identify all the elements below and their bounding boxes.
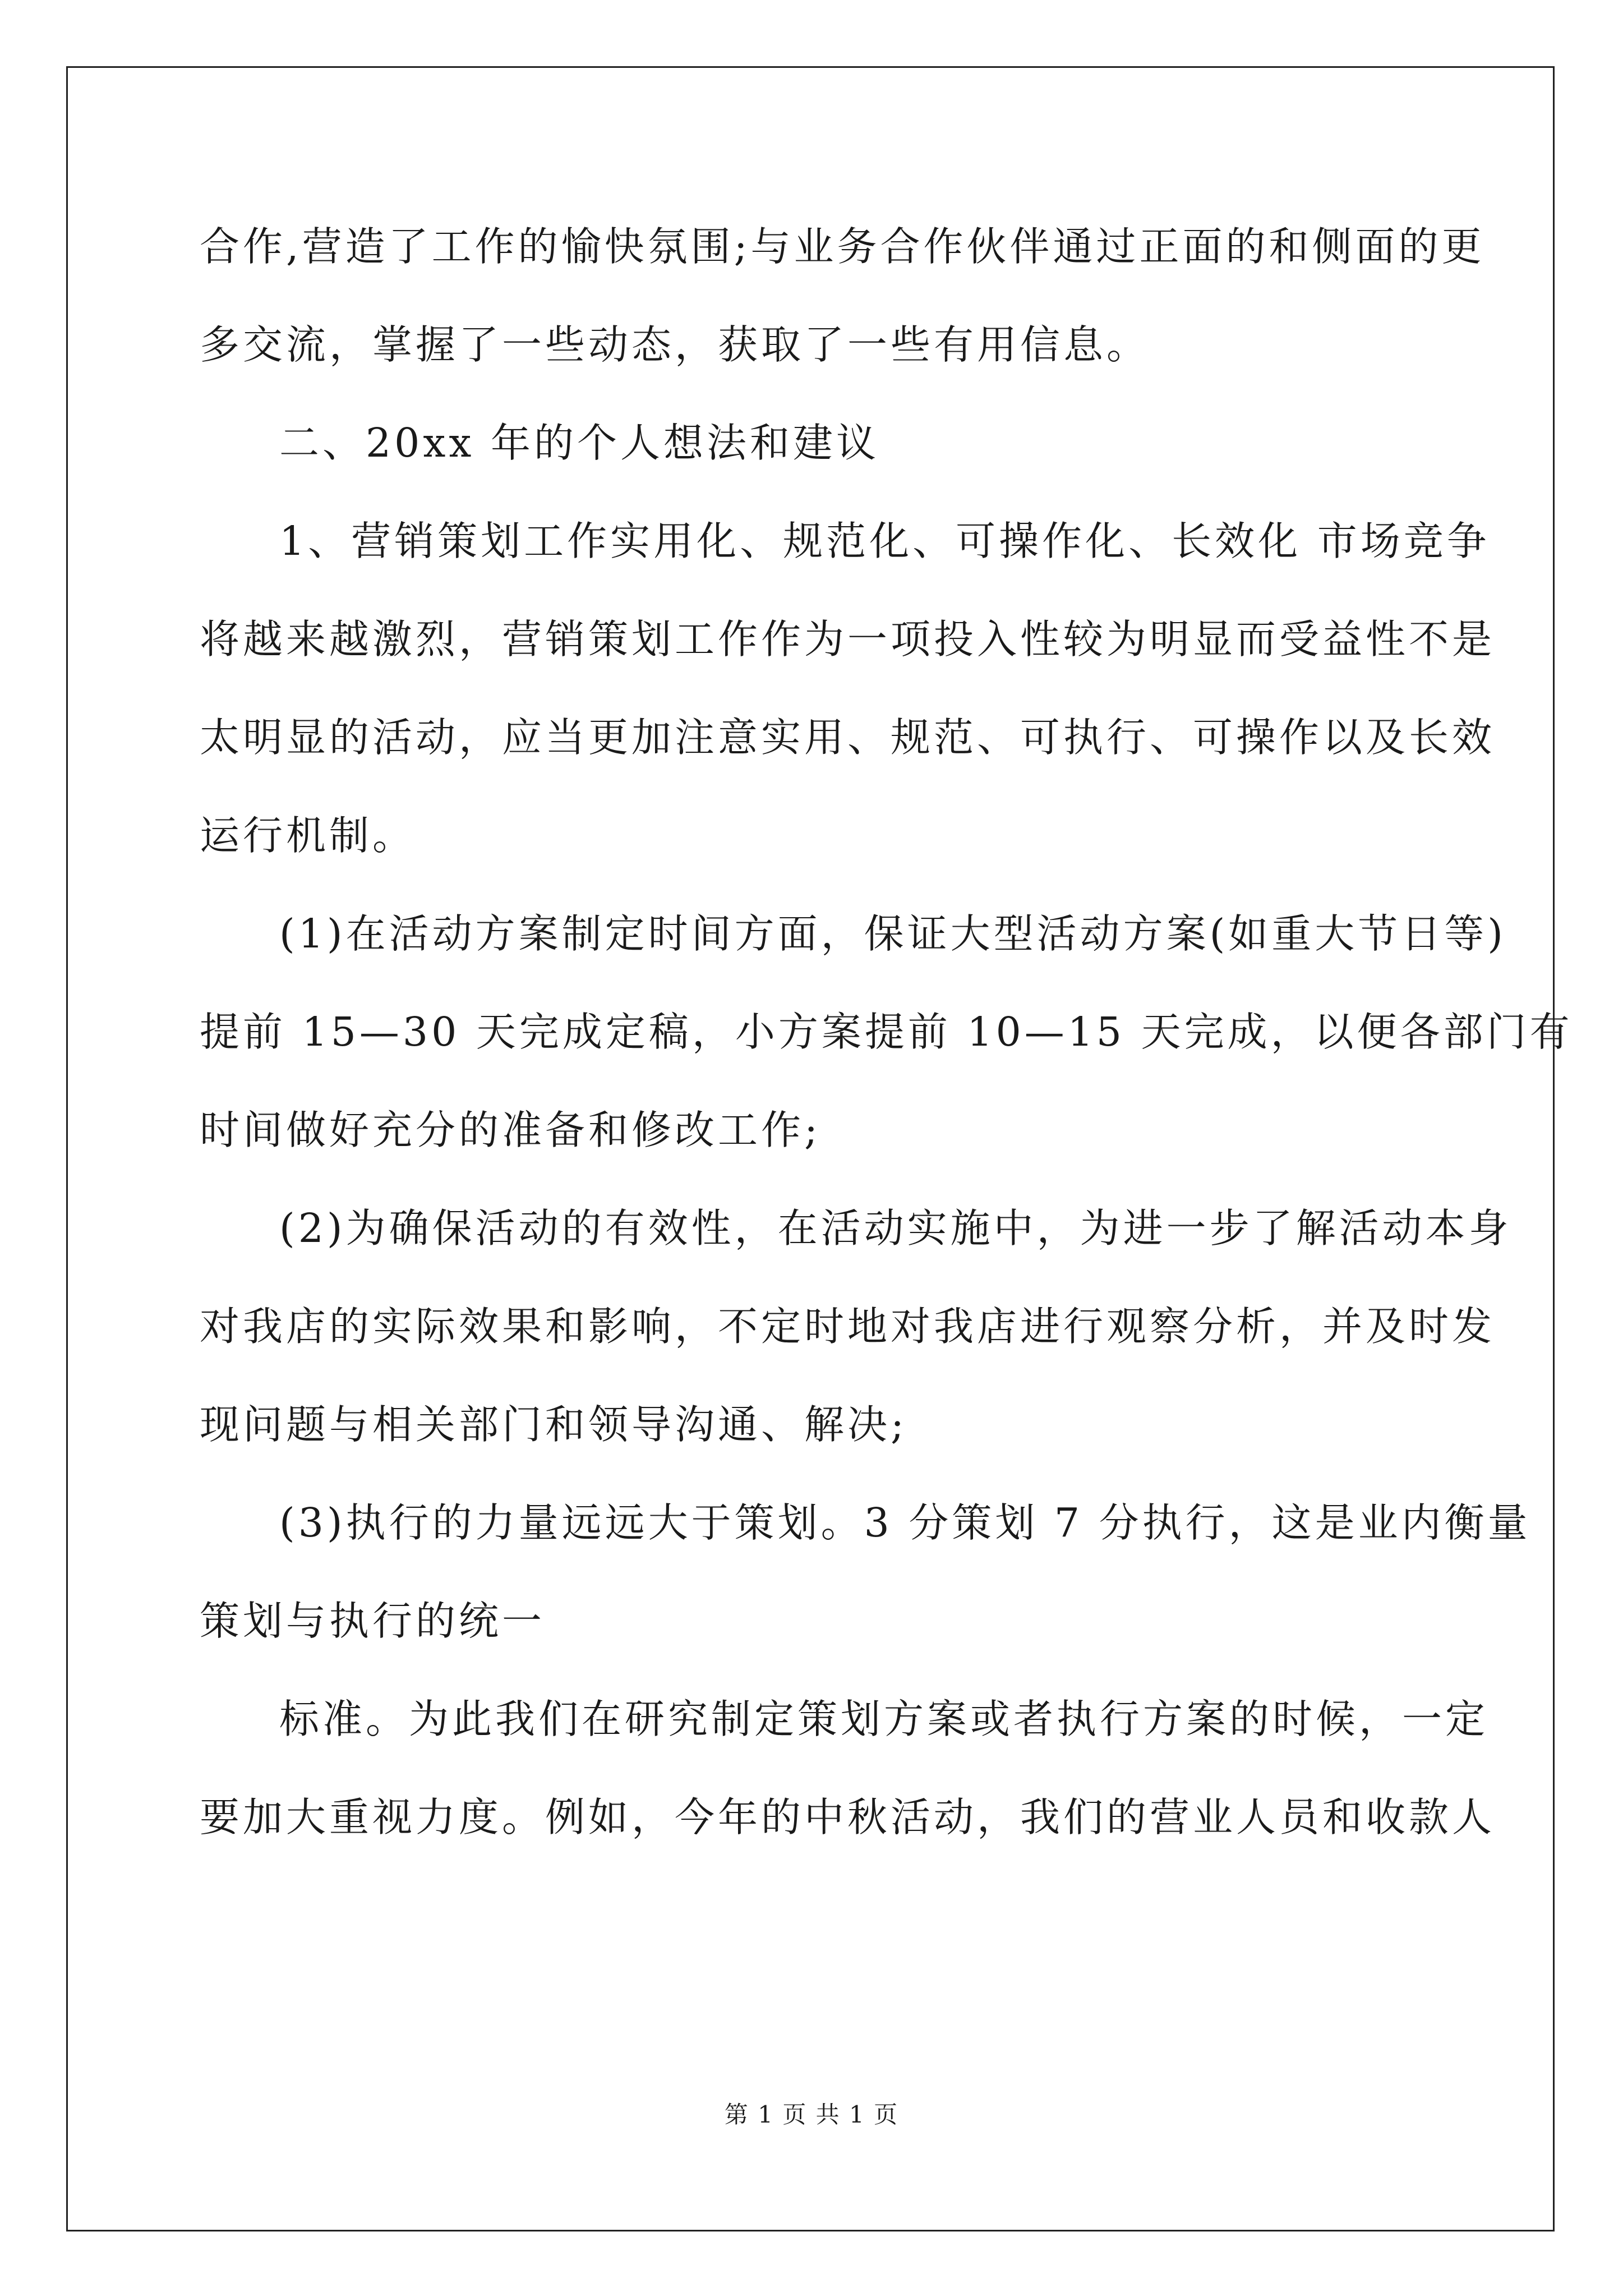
page-footer: 第 1 页 共 1 页 xyxy=(724,2101,899,2128)
text-line: 运行机制。 xyxy=(200,812,416,859)
text-line: 要加大重视力度。例如，今年的中秋活动，我们的营业人员和收款人 xyxy=(200,1794,1496,1841)
text-line: 太明显的活动，应当更加注意实用、规范、可执行、可操作以及长效 xyxy=(200,714,1496,761)
text-line: 将越来越激烈，营销策划工作作为一项投入性较为明显而受益性不是 xyxy=(200,616,1496,662)
section-heading: 二、20xx 年的个人想法和建议 xyxy=(279,420,879,466)
text-line: 标准。为此我们在研究制定策划方案或者执行方案的时候，一定 xyxy=(279,1696,1489,1742)
text-line: 多交流，掌握了一些动态，获取了一些有用信息。 xyxy=(200,321,1150,368)
text-line: 策划与执行的统一 xyxy=(200,1598,546,1644)
text-line: 1、营销策划工作实用化、规范化、可操作化、长效化 市场竞争 xyxy=(279,518,1490,564)
text-line: 时间做好充分的准备和修改工作; xyxy=(200,1107,821,1153)
text-line: (2)为确保活动的有效性，在活动实施中，为进一步了解活动本身 xyxy=(279,1205,1512,1251)
text-line: 合作,营造了工作的愉快氛围;与业务合作伙伴通过正面的和侧面的更 xyxy=(200,223,1485,270)
text-line: 提前 15—30 天完成定稿，小方案提前 10—15 天完成，以便各部门有 xyxy=(200,1009,1573,1055)
text-line: 现问题与相关部门和领导沟通、解决; xyxy=(200,1401,907,1448)
text-line: (1)在活动方案制定时间方面，保证大型活动方案(如重大节日等) xyxy=(279,910,1506,957)
text-line: (3)执行的力量远远大于策划。3 分策划 7 分执行，这是业内衡量 xyxy=(279,1499,1531,1546)
text-line: 对我店的实际效果和影响，不定时地对我店进行观察分析，并及时发 xyxy=(200,1303,1496,1350)
